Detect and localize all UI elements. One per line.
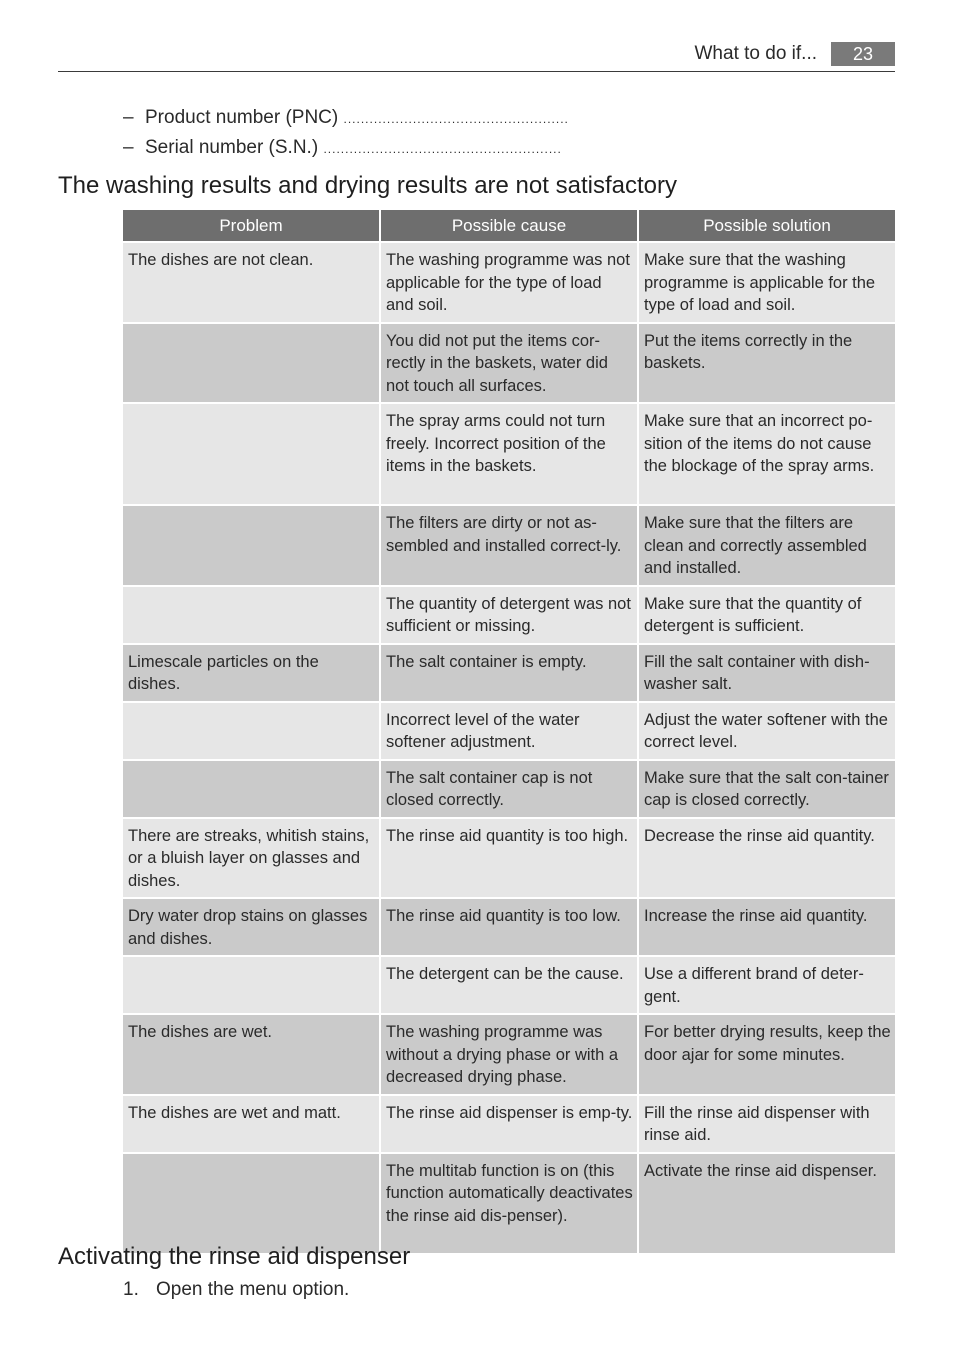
cell-solution: Fill the rinse aid dispenser with rinse aid. — [638, 1095, 896, 1153]
cell-problem — [122, 403, 380, 505]
cell-cause: The washing programme was not applicable for the type of load and soil. — [380, 242, 638, 323]
section-heading-washing-results: The washing results and drying results are not satisfactory — [58, 172, 677, 199]
table-row — [122, 1095, 896, 1153]
product-number-label: Product number (PNC) — [145, 107, 339, 128]
serial-number-label: Serial number (S.N.) — [145, 137, 319, 158]
cell-problem: Dry water drop stains on glasses and dishes. — [122, 898, 380, 956]
step-text: Open the menu option. — [156, 1279, 350, 1300]
list-item — [123, 1279, 349, 1301]
list-dash: – — [123, 107, 134, 128]
list-item — [123, 105, 569, 135]
cell-solution: Make sure that the quantity of detergent is sufficient. — [638, 586, 896, 644]
cell-cause: The detergent can be the cause. — [380, 956, 638, 1014]
table-row — [122, 403, 896, 505]
cell-cause: The spray arms could not turn freely. Incorrect position of the items in the baskets. — [380, 403, 638, 505]
cell-cause: The filters are dirty or not as-sembled and installed correct-ly. — [380, 505, 638, 586]
cell-cause: The rinse aid dispenser is emp-ty. — [380, 1095, 638, 1153]
table-row — [122, 1153, 896, 1254]
column-header-solution: Possible solution — [638, 209, 896, 242]
table-row — [122, 323, 896, 404]
table-row — [122, 505, 896, 586]
table-row — [122, 956, 896, 1014]
list-item — [123, 135, 569, 165]
cell-solution: Decrease the rinse aid quantity. — [638, 818, 896, 899]
cell-cause: The salt container cap is not closed correctly. — [380, 760, 638, 818]
cell-problem — [122, 1153, 380, 1254]
fill-in-dots: .................................................... — [343, 112, 569, 126]
cell-problem — [122, 702, 380, 760]
cell-solution: Make sure that the salt con-tainer cap is closed correctly. — [638, 760, 896, 818]
cell-solution: Adjust the water softener with the correct level. — [638, 702, 896, 760]
cell-problem: The dishes are wet. — [122, 1014, 380, 1095]
table-row — [122, 898, 896, 956]
cell-solution: Make sure that the filters are clean and correctly assembled and installed. — [638, 505, 896, 586]
cell-problem: Limescale particles on the dishes. — [122, 644, 380, 702]
cell-cause: The salt container is empty. — [380, 644, 638, 702]
table-header-row — [122, 209, 896, 242]
table-row — [122, 818, 896, 899]
table-row — [122, 586, 896, 644]
cell-cause: The quantity of detergent was not sufficient or missing. — [380, 586, 638, 644]
cell-solution: For better drying results, keep the door ajar for some minutes. — [638, 1014, 896, 1095]
column-header-problem: Problem — [122, 209, 380, 242]
cell-cause: The washing programme was without a drying phase or with a decreased drying phase. — [380, 1014, 638, 1095]
column-header-cause: Possible cause — [380, 209, 638, 242]
cell-cause: Incorrect level of the water softener adjustment. — [380, 702, 638, 760]
list-dash: – — [123, 137, 134, 158]
cell-problem — [122, 505, 380, 586]
step-number: 1. — [123, 1279, 139, 1300]
cell-problem — [122, 586, 380, 644]
table-row — [122, 702, 896, 760]
cell-problem: The dishes are wet and matt. — [122, 1095, 380, 1153]
table-row — [122, 644, 896, 702]
cell-problem: There are streaks, whitish stains, or a bluish layer on glasses and dishes. — [122, 818, 380, 899]
cell-solution: Make sure that the washing programme is applicable for the type of load and soil. — [638, 242, 896, 323]
cell-solution: Increase the rinse aid quantity. — [638, 898, 896, 956]
fill-in-dots: ....................................................... — [323, 142, 562, 156]
page-header — [58, 40, 895, 72]
table-row — [122, 1014, 896, 1095]
section-heading-rinse-aid: Activating the rinse aid dispenser — [58, 1243, 411, 1270]
instruction-steps — [123, 1279, 349, 1301]
troubleshooting-table — [121, 208, 897, 1255]
cell-cause: The rinse aid quantity is too high. — [380, 818, 638, 899]
page-number: 23 — [831, 42, 895, 66]
cell-problem — [122, 760, 380, 818]
cell-problem — [122, 323, 380, 404]
cell-solution: Fill the salt container with dish-washer salt. — [638, 644, 896, 702]
cell-cause: You did not put the items cor-rectly in the baskets, water did not touch all surfaces. — [380, 323, 638, 404]
cell-solution: Activate the rinse aid dispenser. — [638, 1153, 896, 1254]
cell-cause: The rinse aid quantity is too low. — [380, 898, 638, 956]
cell-solution: Use a different brand of deter-gent. — [638, 956, 896, 1014]
product-info-list — [123, 105, 569, 165]
cell-solution: Put the items correctly in the baskets. — [638, 323, 896, 404]
cell-cause: The multitab function is on (this function automatically deactivates the rinse aid dis-penser). — [380, 1153, 638, 1254]
cell-solution: Make sure that an incorrect po-sition of the items do not cause the blockage of the spray arms. — [638, 403, 896, 505]
cell-problem — [122, 956, 380, 1014]
header-section-title: What to do if... — [694, 43, 817, 64]
cell-problem: The dishes are not clean. — [122, 242, 380, 323]
table-row — [122, 760, 896, 818]
table-row — [122, 242, 896, 323]
